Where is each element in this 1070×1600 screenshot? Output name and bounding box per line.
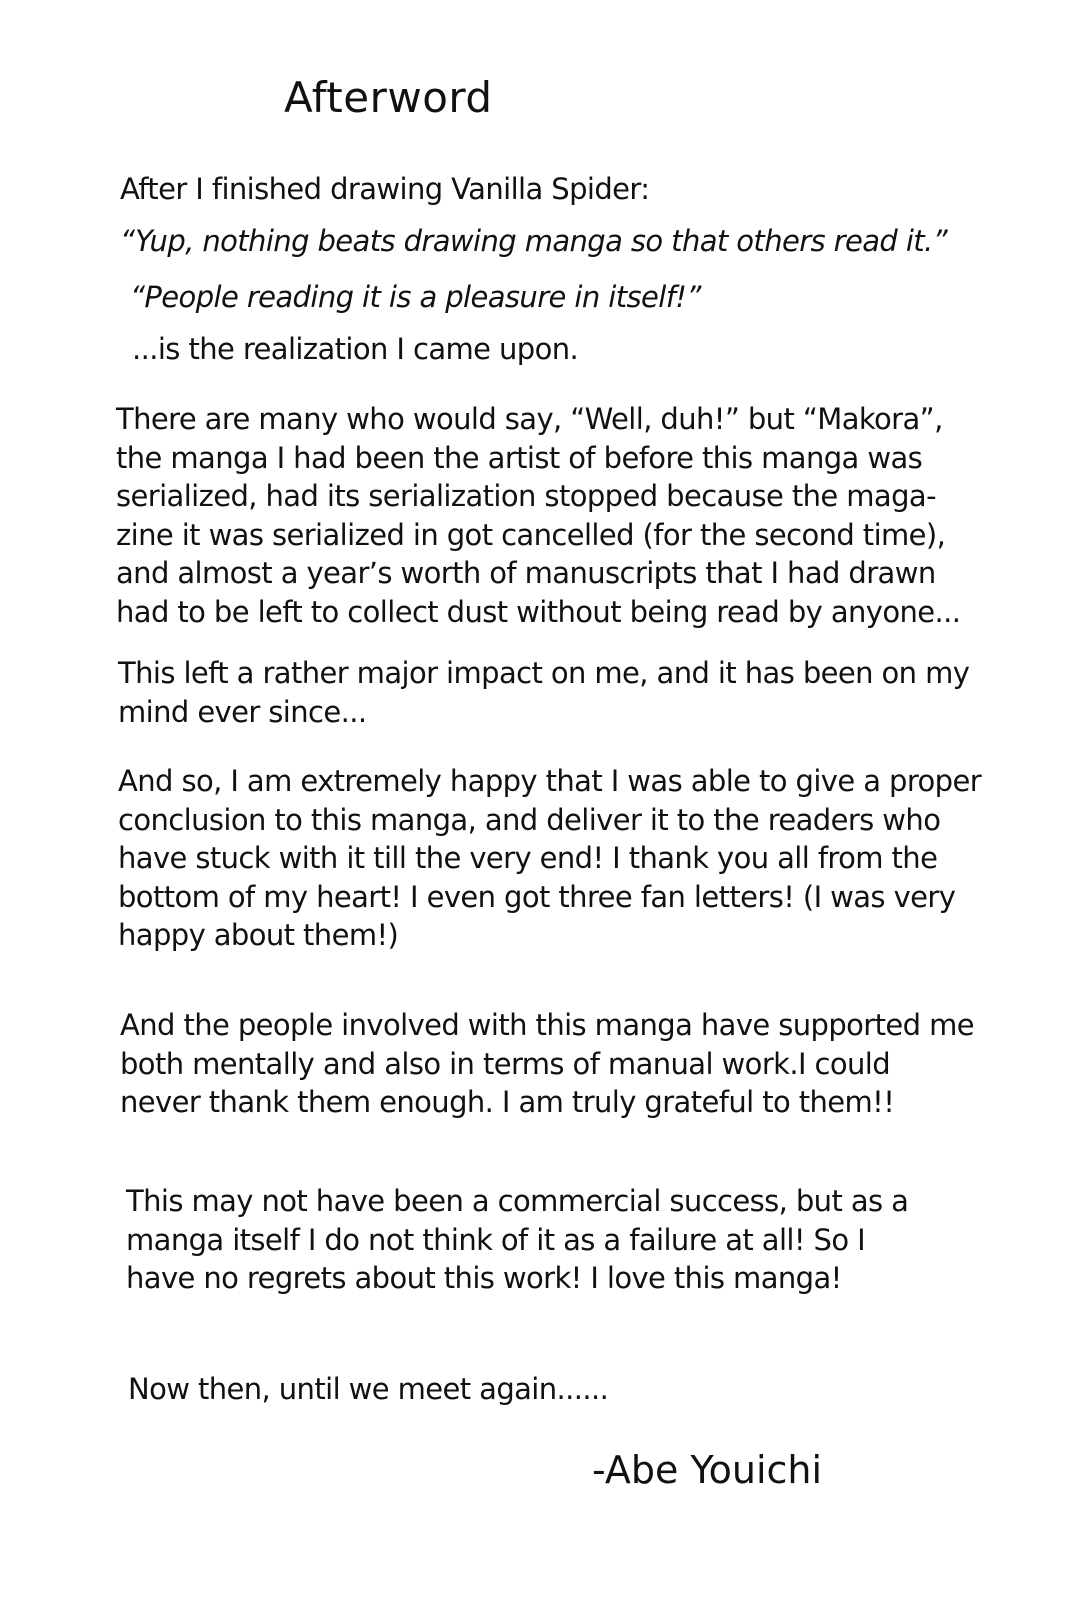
paragraph-line: and almost a year’s worth of manuscripts that I had drawn — [116, 556, 936, 590]
paragraph-line: Now then, until we meet again...... — [128, 1372, 609, 1406]
paragraph-line: bottom of my heart! I even got three fan letters! (I was very — [118, 879, 956, 914]
paragraph-line: had to be left to collect dust without being read by anyone... — [116, 594, 961, 629]
paragraph-line: manga itself I do not think of it as a failure at all! So I — [126, 1222, 866, 1257]
paragraph-line: the manga I had been the artist of before this manga was — [116, 440, 923, 475]
paragraph-line: zine it was serialized in got cancelled (for the second time), — [116, 517, 946, 552]
paragraph-line: And the people involved with this manga have supported me — [120, 1008, 974, 1042]
intro-block — [120, 170, 649, 209]
paragraph-conclusion — [118, 762, 981, 955]
paragraph-line: never thank them enough. I am truly grateful to them!! — [120, 1085, 895, 1119]
paragraph-line: serialized, had its serialization stopped because the maga- — [116, 479, 936, 513]
paragraph-makora — [116, 400, 960, 631]
paragraph-impact — [118, 654, 969, 731]
intro-quote-1 — [120, 222, 947, 261]
page-title: Afterword — [284, 73, 493, 122]
intro-quote-2-text: “People reading it is a pleasure in itself!” — [130, 280, 701, 314]
paragraph-farewell — [128, 1370, 608, 1409]
paragraph-gratitude — [120, 1006, 974, 1122]
paragraph-line: There are many who would say, “Well, duh!” but “Makora”, — [116, 402, 943, 436]
paragraph-line: mind ever since... — [118, 694, 367, 729]
paragraph-line: have no regrets about this work! I love this manga! — [126, 1261, 842, 1295]
intro-realization — [132, 330, 578, 369]
intro-realization-text: ...is the realization I came upon. — [132, 332, 579, 366]
intro-heading: After I finished drawing Vanilla Spider: — [120, 172, 650, 206]
paragraph-line: This may not have been a commercial success, but as a — [126, 1184, 909, 1218]
intro-quote-2 — [130, 278, 701, 317]
paragraph-line: conclusion to this manga, and deliver it to the readers who — [118, 802, 941, 837]
author-signature: -Abe Youichi — [592, 1448, 823, 1492]
paragraph-line: have stuck with it till the very end! I thank you all from the — [118, 841, 938, 875]
intro-quote-1-text: “Yup, nothing beats drawing manga so that others read it.” — [120, 224, 948, 258]
paragraph-line: And so, I am extremely happy that I was able to give a proper — [118, 764, 982, 798]
paragraph-no-regrets — [126, 1182, 908, 1298]
paragraph-line: happy about them!) — [118, 918, 399, 952]
paragraph-line: This left a rather major impact on me, and it has been on my — [118, 656, 970, 690]
paragraph-line: both mentally and also in terms of manual work.I could — [120, 1046, 891, 1081]
